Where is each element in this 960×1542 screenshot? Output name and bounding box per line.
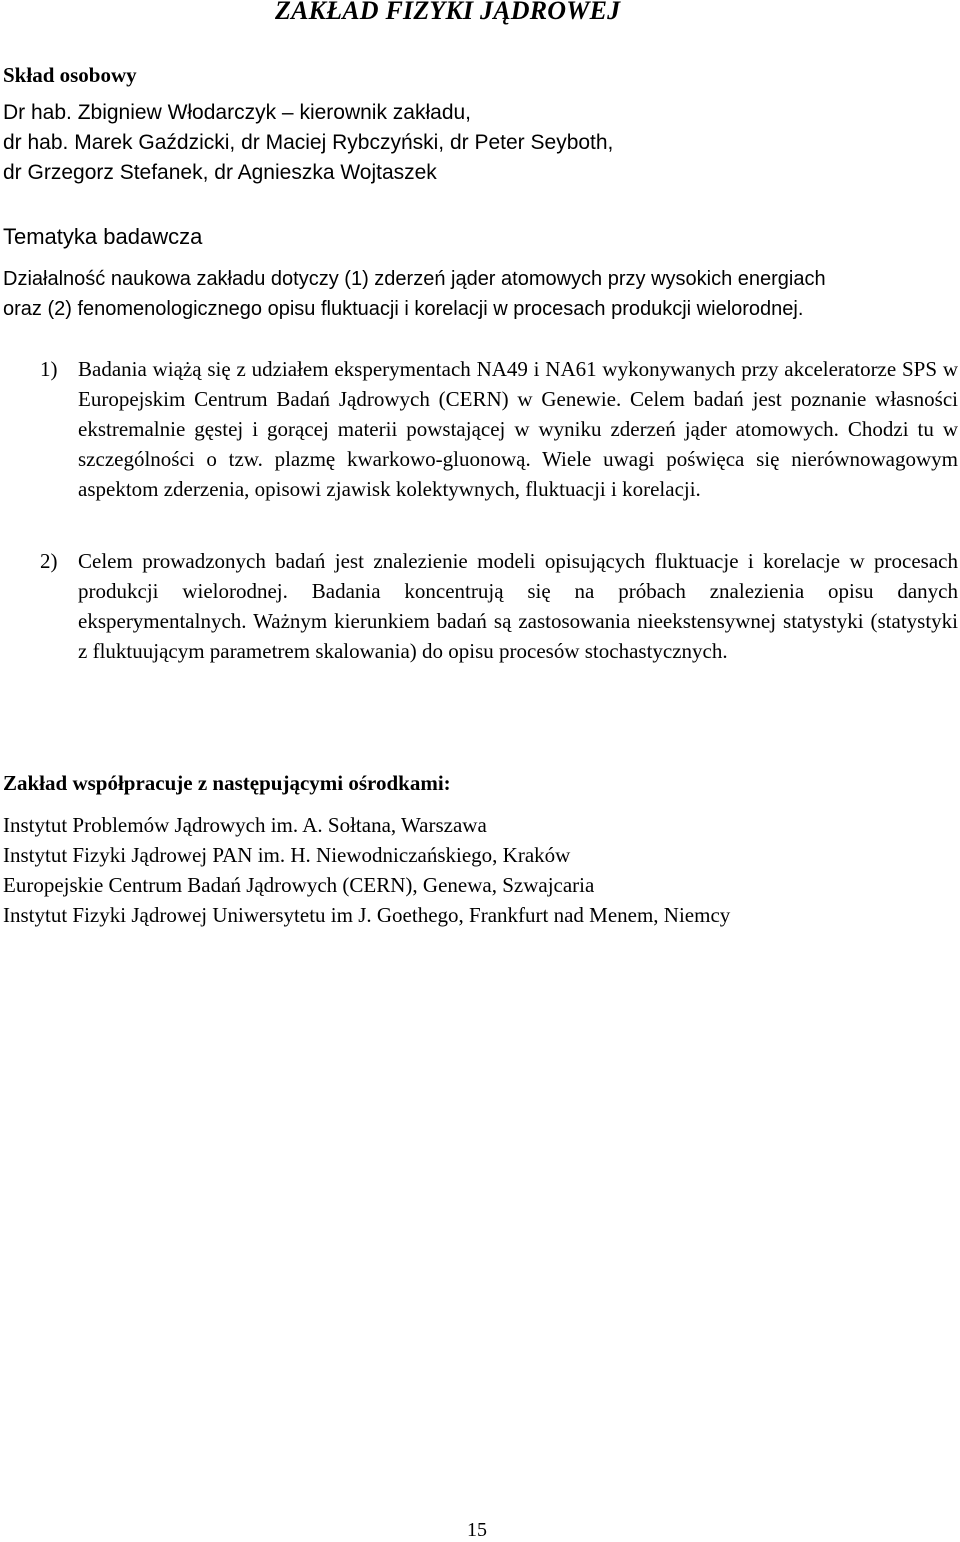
research-intro-line: Działalność naukowa zakładu dotyczy (1) zderzeń jąder atomowych przy wysokich energiach bbox=[3, 268, 826, 290]
research-item-number: 2) bbox=[40, 549, 58, 573]
research-item-text: Badania wiążą się z udziałem eksperymentach NA49 i NA61 wykonywanych przy akceleratorze SPS w Europejskim Centrum Badań Jądrowych (CERN) w Genewie. Celem badań jest poznanie własności ekstremalnie gęstej i gorącej materii powstającej w wyniku zderzeń jąder atomowych. Chodzi tu w szczególności o tzw. plazmę kwarkowo-gluonową. Wiele uwagi poświęca się nierównowagowym aspektom zderzenia, opisowi zjawisk kolektywnych, fluktuacji i korelacji. bbox=[78, 357, 958, 501]
staff-heading: Skład osobowy bbox=[3, 63, 137, 87]
research-heading: Tematyka badawcza bbox=[3, 224, 203, 249]
cooperation-heading: Zakład współpracuje z następującymi ośrodkami: bbox=[3, 771, 451, 795]
page-number: 15 bbox=[467, 1519, 487, 1541]
page-title: ZAKŁAD FIZYKI JĄDROWEJ bbox=[275, 0, 621, 25]
staff-line: Dr hab. Zbigniew Włodarczyk – kierownik zakładu, bbox=[3, 101, 472, 124]
institution-item: Instytut Fizyki Jądrowej Uniwersytetu im J. Goethego, Frankfurt nad Menem, Niemcy bbox=[3, 903, 731, 927]
research-item-text: Celem prowadzonych badań jest znalezienie modeli opisujących fluktuacje i korelacje w procesach produkcji wielorodnej. Badania koncentrują się na próbach znalezienia opisu danych eksperymentalnych. Ważnym kierunkiem badań są zastosowania nieekstensywnej statystyki (statystyki z fluktuującym parametrem skalowania) do opisu procesów stochastycznych. bbox=[78, 549, 958, 663]
research-item-number: 1) bbox=[40, 357, 58, 381]
institution-item: Europejskie Centrum Badań Jądrowych (CERN), Genewa, Szwajcaria bbox=[3, 873, 595, 897]
staff-line: dr Grzegorz Stefanek, dr Agnieszka Wojtaszek bbox=[3, 161, 437, 184]
institution-item: Instytut Problemów Jądrowych im. A. Sołtana, Warszawa bbox=[3, 813, 487, 837]
staff-line: dr hab. Marek Gaździcki, dr Maciej Rybczyński, dr Peter Seyboth, bbox=[3, 131, 614, 154]
research-intro-line: oraz (2) fenomenologicznego opisu fluktuacji i korelacji w procesach produkcji wielorodnej. bbox=[3, 298, 804, 320]
institution-item: Instytut Fizyki Jądrowej PAN im. H. Niewodniczańskiego, Kraków bbox=[3, 843, 571, 867]
